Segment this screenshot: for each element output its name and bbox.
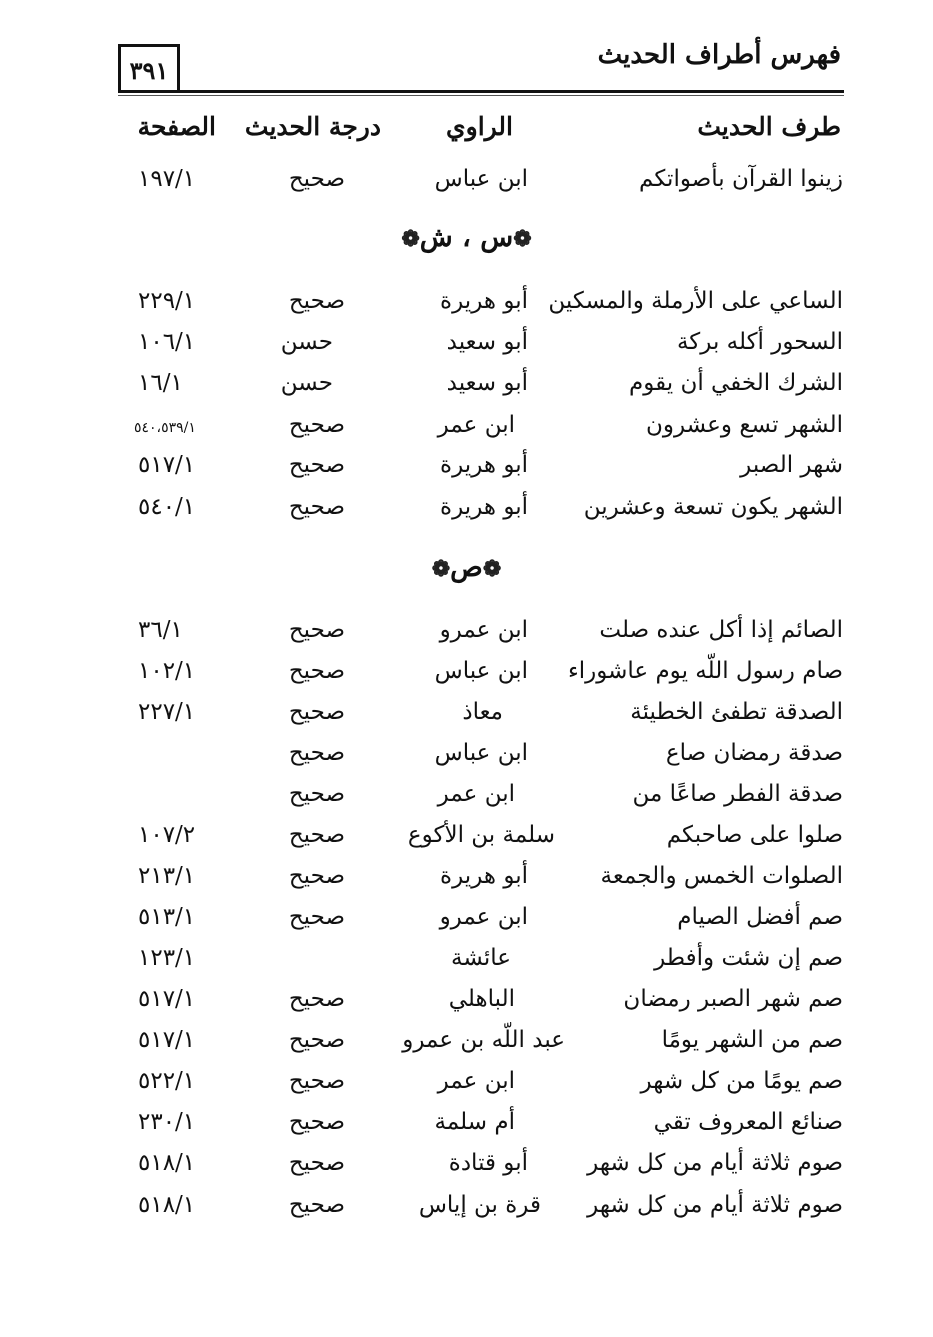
table-row bbox=[0, 288, 933, 328]
page-ref: ١٠٢/١ bbox=[138, 658, 196, 684]
section-label: ص bbox=[450, 552, 483, 583]
narrator: ابن عباس bbox=[434, 740, 528, 766]
page-ref: ٥١٨/١ bbox=[138, 1192, 196, 1218]
page-number-text: ٣٩١ bbox=[129, 56, 169, 85]
header-rule bbox=[118, 90, 844, 93]
column-header-grade: درجة الحديث bbox=[244, 112, 381, 141]
grade: صحيح bbox=[288, 658, 345, 684]
table-row bbox=[0, 1150, 933, 1190]
narrator: أم سلمة bbox=[434, 1109, 515, 1135]
ornament-left-icon: ❁ bbox=[482, 556, 502, 582]
table-row bbox=[0, 699, 933, 739]
table-row bbox=[0, 904, 933, 944]
grade: صحيح bbox=[288, 904, 345, 930]
hadith-text: شهر الصبر bbox=[740, 452, 843, 478]
hadith-text: صم إن شئت وأفطر bbox=[654, 945, 843, 971]
hadith-text: الصلوات الخمس والجمعة bbox=[600, 863, 843, 889]
page-ref: ٥١٧/١ bbox=[138, 986, 196, 1012]
hadith-text: زينوا القرآن بأصواتكم bbox=[639, 166, 843, 192]
grade: صحيح bbox=[288, 166, 345, 192]
grade: صحيح bbox=[288, 1109, 345, 1135]
grade: صحيح bbox=[288, 822, 345, 848]
hadith-text: صدقة رمضان صاع bbox=[665, 740, 843, 766]
table-row bbox=[0, 617, 933, 657]
narrator: الباهلي bbox=[448, 986, 515, 1012]
page-ref: ١٢٣/١ bbox=[138, 945, 196, 971]
grade: صحيح bbox=[288, 617, 345, 643]
header-rule-thin bbox=[118, 95, 844, 96]
page-ref: ٢١٣/١ bbox=[138, 863, 196, 889]
narrator: أبو هريرة bbox=[440, 494, 528, 520]
grade: صحيح bbox=[288, 452, 345, 478]
ornament-right-icon: ❁ bbox=[401, 226, 420, 252]
hadith-text: الساعي على الأرملة والمسكين bbox=[548, 288, 843, 314]
hadith-text: الشرك الخفي أن يقوم bbox=[629, 370, 843, 396]
page-ref: ٣٦/١ bbox=[138, 617, 183, 643]
hadith-text: صم يومًا من كل شهر bbox=[640, 1068, 843, 1094]
section-heading-sin-shin bbox=[0, 222, 933, 253]
narrator: أبو هريرة bbox=[440, 452, 528, 478]
grade: صحيح bbox=[288, 288, 345, 314]
table-row bbox=[0, 781, 933, 821]
grade: صحيح bbox=[288, 781, 345, 807]
grade: صحيح bbox=[288, 1068, 345, 1094]
grade: صحيح bbox=[288, 740, 345, 766]
table-row bbox=[0, 1027, 933, 1067]
hadith-text: الشهر تسع وعشرون bbox=[645, 412, 843, 438]
hadith-text: صم أفضل الصيام bbox=[677, 904, 843, 930]
narrator: ابن عمر bbox=[437, 412, 515, 438]
hadith-text: صوم ثلاثة أيام من كل شهر bbox=[587, 1192, 843, 1218]
grade: صحيح bbox=[288, 986, 345, 1012]
page-ref: ٢٣٠/١ bbox=[138, 1109, 196, 1135]
page-ref: ٥١٧/١ bbox=[138, 1027, 196, 1053]
ornament-left-icon: ❁ bbox=[513, 226, 532, 252]
page-ref: ٥٤٠،٥٣٩/١ bbox=[134, 420, 196, 436]
hadith-text: الشهر يكون تسعة وعشرين bbox=[583, 494, 843, 520]
table-row bbox=[0, 863, 933, 903]
hadith-text: الصدقة تطفئ الخطيئة bbox=[630, 699, 843, 725]
hadith-text: صدقة الفطر صاعًا من bbox=[632, 781, 843, 807]
hadith-text: صنائع المعروف تقي bbox=[653, 1109, 843, 1135]
table-row bbox=[0, 1192, 933, 1232]
grade: صحيح bbox=[288, 699, 345, 725]
table-row bbox=[0, 166, 933, 206]
page-ref: ٢٢٧/١ bbox=[138, 699, 196, 725]
page-ref: ٥١٧/١ bbox=[138, 452, 196, 478]
grade: صحيح bbox=[288, 1027, 345, 1053]
table-row bbox=[0, 822, 933, 862]
page-ref: ١٦/١ bbox=[138, 370, 183, 396]
grade: حسن bbox=[280, 370, 333, 396]
page-ref: ٥٤٠/١ bbox=[138, 494, 196, 520]
hadith-text: صم من الشهر يومًا bbox=[661, 1027, 843, 1053]
table-row bbox=[0, 329, 933, 369]
section-label: س ، ش bbox=[419, 222, 514, 253]
narrator: ابن عباس bbox=[434, 166, 528, 192]
page-ref: ١٠٦/١ bbox=[138, 329, 196, 355]
page-ref: ٥٢٢/١ bbox=[138, 1068, 196, 1094]
grade: حسن bbox=[280, 329, 333, 355]
narrator: أبو هريرة bbox=[440, 288, 528, 314]
grade: صحيح bbox=[288, 1150, 345, 1176]
table-row bbox=[0, 986, 933, 1026]
narrator: أبو هريرة bbox=[440, 863, 528, 889]
table-row bbox=[0, 1109, 933, 1149]
narrator: ابن عمرو bbox=[439, 617, 528, 643]
narrator: ابن عمرو bbox=[439, 904, 528, 930]
page-ref: ١٩٧/١ bbox=[138, 166, 196, 192]
table-row bbox=[0, 740, 933, 780]
narrator: ابن عمر bbox=[437, 1068, 515, 1094]
grade: صحيح bbox=[288, 1192, 345, 1218]
narrator: أبو سعيد bbox=[446, 370, 528, 396]
narrator: معاذ bbox=[462, 699, 503, 725]
page-number bbox=[118, 44, 180, 90]
table-row bbox=[0, 658, 933, 698]
page-ref: ١٠٧/٢ bbox=[138, 822, 196, 848]
grade: صحيح bbox=[288, 494, 345, 520]
ornament-right-icon: ❁ bbox=[431, 556, 451, 582]
hadith-text: الصائم إذا أكل عنده صلت bbox=[599, 617, 843, 643]
running-title: فهرس أطراف الحديث bbox=[597, 40, 841, 70]
narrator: أبو قتادة bbox=[448, 1150, 528, 1176]
page-ref: ٥١٨/١ bbox=[138, 1150, 196, 1176]
grade: صحيح bbox=[288, 412, 345, 438]
grade: صحيح bbox=[288, 863, 345, 889]
narrator: عائشة bbox=[451, 945, 511, 971]
hadith-text: صام رسول اللّه يوم عاشوراء bbox=[567, 658, 843, 684]
column-header-narrator: الراوي bbox=[446, 112, 513, 141]
hadith-text: صم شهر الصبر رمضان bbox=[623, 986, 843, 1012]
table-row bbox=[0, 494, 933, 534]
hadith-text: صوم ثلاثة أيام من كل شهر bbox=[587, 1150, 843, 1176]
column-header-page: الصفحة bbox=[137, 112, 216, 141]
narrator: أبو سعيد bbox=[446, 329, 528, 355]
narrator: ابن عباس bbox=[434, 658, 528, 684]
table-row bbox=[0, 412, 933, 452]
hadith-text: السحور أكله بركة bbox=[676, 329, 843, 355]
table-row bbox=[0, 452, 933, 492]
page-ref: ٢٢٩/١ bbox=[138, 288, 196, 314]
narrator: ابن عمر bbox=[437, 781, 515, 807]
table-row bbox=[0, 945, 933, 985]
table-row bbox=[0, 1068, 933, 1108]
narrator: عبد اللّه بن عمرو bbox=[402, 1027, 565, 1053]
section-heading-sad bbox=[0, 552, 933, 583]
narrator: قرة بن إياس bbox=[418, 1192, 541, 1218]
page-ref: ٥١٣/١ bbox=[138, 904, 196, 930]
narrator: سلمة بن الأكوع bbox=[407, 822, 555, 848]
column-header-hadith: طرف الحديث bbox=[697, 112, 841, 141]
hadith-text: صلوا على صاحبكم bbox=[666, 822, 843, 848]
table-row bbox=[0, 370, 933, 410]
